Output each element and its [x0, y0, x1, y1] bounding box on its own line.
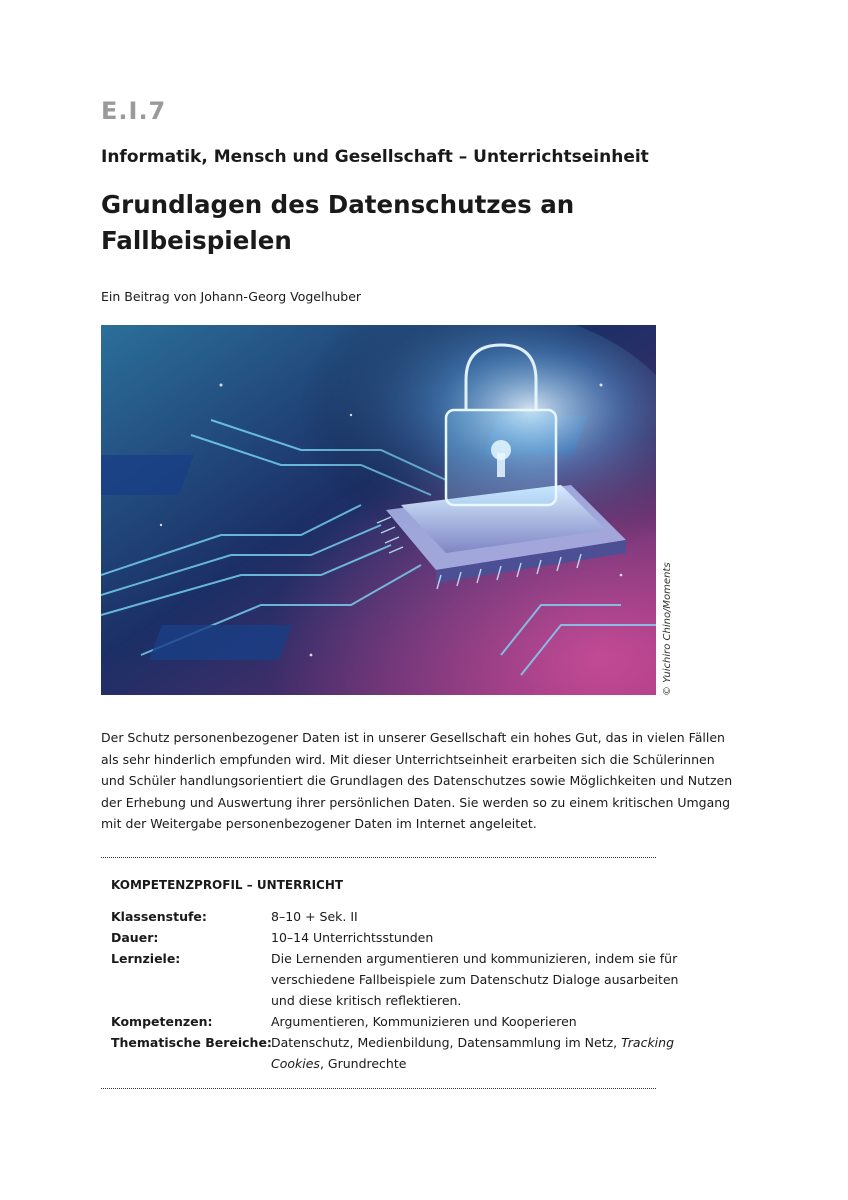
lernziele-line-2: verschiedene Fallbeispiele zum Datenschutz Dialoge ausarbeiten — [271, 972, 679, 987]
profile-label: Thematische Bereiche: — [111, 1035, 272, 1050]
intro-line: mit der Weitergabe personenbezogener Daten im Internet angeleitet. — [101, 816, 537, 831]
intro-paragraph — [101, 727, 733, 835]
intro-line: der Erhebung und Auswertung ihrer persönlichen Daten. Sie werden so zu einem kritischen Umgang — [101, 794, 731, 810]
intro-line: Der Schutz personenbezogener Daten ist in unserer Gesellschaft ein hohes Gut, das in vielen Fällen — [101, 730, 725, 745]
bereiche-text: , Grundrechte — [319, 1056, 407, 1071]
unit-code: E.I.7 — [101, 97, 167, 125]
bereiche-italic: Tracking — [621, 1035, 675, 1050]
profile-value: Argumentieren, Kommunizieren und Kooperieren — [271, 1014, 577, 1029]
image-credit: © Yuichiro Chino/Moments — [662, 562, 673, 696]
profile-label: Klassenstufe: — [111, 909, 207, 924]
profile-label: Dauer: — [111, 930, 159, 945]
title-line-2: Fallbeispielen — [101, 226, 292, 255]
profile-value — [271, 1032, 674, 1074]
lernziele-line-3: und diese kritisch reflektieren. — [271, 993, 462, 1008]
lernziele-line-1: Die Lernenden argumentieren und kommunizieren, indem sie für — [271, 951, 678, 966]
intro-line: und Schüler handlungsorientiert die Grundlagen des Datenschutzes sowie Möglichkeiten und Nutzen — [101, 773, 733, 788]
bereiche-text: Datenschutz, Medienbildung, Datensammlung im Netz, — [271, 1035, 622, 1050]
circuit-lock-illustration — [101, 325, 656, 695]
profile-value: 10–14 Unterrichtsstunden — [271, 930, 434, 945]
author-line: Ein Beitrag von Johann-Georg Vogelhuber — [101, 289, 362, 304]
profile-label: Lernziele: — [111, 951, 181, 966]
hero-image — [101, 325, 656, 695]
intro-line: als sehr hinderlich empfunden wird. Mit dieser Unterrichtseinheit erarbeiten sich die Schülerinnen — [101, 751, 715, 767]
title-line-1: Grundlagen des Datenschutzes an — [101, 190, 575, 219]
profile-heading: KOMPETENZPROFIL – UNTERRICHT — [111, 878, 344, 892]
profile-label: Kompetenzen: — [111, 1014, 213, 1029]
page-title — [101, 187, 661, 259]
divider-bottom — [101, 1088, 656, 1089]
bereiche-line-2 — [271, 1053, 674, 1074]
bereiche-italic: Cookies — [271, 1056, 320, 1071]
divider-top — [101, 857, 656, 858]
profile-value: 8–10 + Sek. II — [271, 909, 358, 924]
subject-line: Informatik, Mensch und Gesellschaft – Unterrichtseinheit — [101, 147, 649, 167]
bereiche-line-1 — [271, 1032, 674, 1053]
profile-value — [271, 948, 678, 1011]
